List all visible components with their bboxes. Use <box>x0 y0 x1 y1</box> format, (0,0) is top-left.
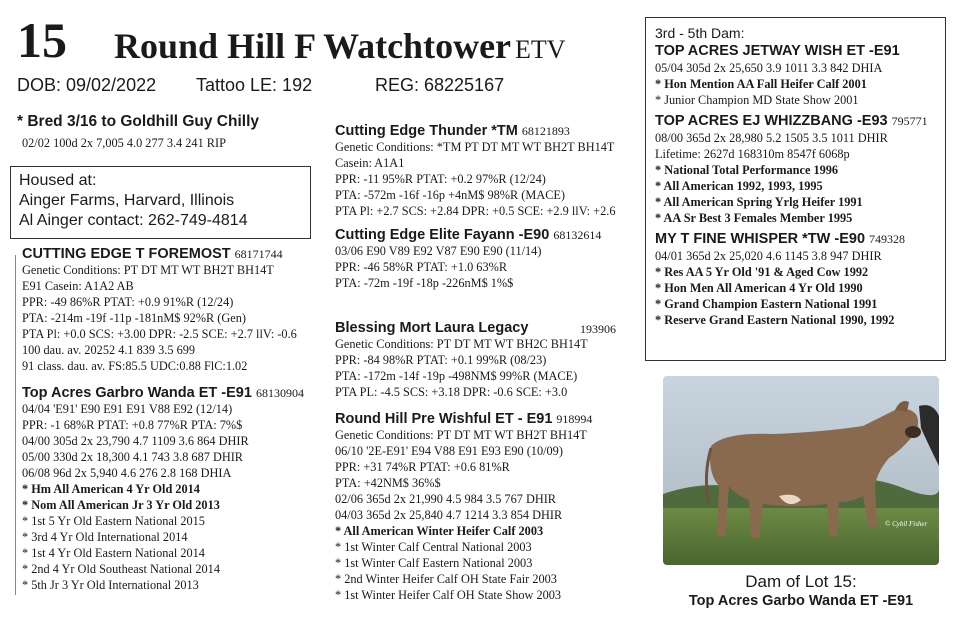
thunder-line: PPR: -11 95%R PTAT: +0.2 97%R (12/24) <box>335 172 546 186</box>
housed-contact: Al Ainger contact: 262-749-4814 <box>19 212 248 229</box>
wishful-award: * 2nd Winter Heifer Calf OH State Fair 2003 <box>335 572 557 586</box>
dam-line: 04/04 'E91' E90 E91 E91 V88 E92 (12/14) <box>22 402 233 416</box>
thunder-line: PTA: -572m -16f -16p +4nM$ 98%R (MACE) <box>335 188 566 202</box>
whizz-award: * National Total Performance 1996 <box>655 163 839 177</box>
sire-block <box>22 246 297 374</box>
dam-award: * 1st 4 Yr Old Eastern National 2014 <box>22 546 205 560</box>
whizz-award: * All American 1992, 1993, 1995 <box>655 179 823 193</box>
wish-award: * Hon Mention AA Fall Heifer Calf 2001 <box>655 77 867 91</box>
pedigree-line <box>15 255 16 595</box>
wishful-award: * 1st Winter Heifer Calf OH State Show 2003 <box>335 588 562 602</box>
wishful-name: Round Hill Pre Wishful ET - E91 918994 <box>335 411 593 427</box>
whizz-line: Lifetime: 2627d 168310m 8547f 6068p <box>655 147 850 161</box>
thunder-line: Casein: A1A1 <box>335 156 405 170</box>
laura-name: Blessing Mort Laura Legacy 193906 <box>335 320 616 336</box>
dam-award: * Hm All American 4 Yr Old 2014 <box>22 482 200 496</box>
dam-award: * 3rd 4 Yr Old International 2014 <box>22 530 188 544</box>
wishful-line: PTA: +42NM$ 36%$ <box>335 476 441 490</box>
dam-award: * 5th Jr 3 Yr Old International 2013 <box>22 578 199 592</box>
whisper-award: * Grand Champion Eastern National 1991 <box>655 297 878 311</box>
whisper-award: * Reserve Grand Eastern National 1990, 1992 <box>655 313 895 327</box>
thunder-name: Cutting Edge Thunder *TM 68121893 <box>335 123 570 139</box>
dam-block <box>22 385 304 593</box>
whisper-name: MY T FINE WHISPER *TW -E90 749328 <box>655 231 906 247</box>
dam-line: 05/00 330d 2x 18,300 4.1 743 3.8 687 DHIR <box>22 450 244 464</box>
sire-line: E91 Casein: A1A2 AB <box>22 279 134 293</box>
dam-name: Top Acres Garbro Wanda ET -E91 68130904 <box>22 385 304 401</box>
dam-line: 06/08 96d 2x 5,940 4.6 276 2.8 168 DHIA <box>22 466 232 480</box>
dams-box-content <box>655 18 928 328</box>
whizz-award: * AA Sr Best 3 Females Member 1995 <box>655 211 853 225</box>
dam-award: * Nom All American Jr 3 Yr Old 2013 <box>22 498 220 512</box>
housed-farm: Ainger Farms, Harvard, Illinois <box>19 192 235 209</box>
wishful-line: 06/10 '2E-E91' E94 V88 E91 E93 E90 (10/09) <box>335 444 563 458</box>
thunder-block <box>335 123 615 219</box>
whizz-name: TOP ACRES EJ WHIZZBANG -E93 795771 <box>655 113 928 129</box>
laura-line: PTA: -172m -14f -19p -498NM$ 99%R (MACE) <box>335 369 578 383</box>
sire-line: PTA: -214m -19f -11p -181nM$ 92%R (Gen) <box>22 311 246 325</box>
wishful-award: * 1st Winter Calf Eastern National 2003 <box>335 556 533 570</box>
whizz-award: * All American Spring Yrlg Heifer 1991 <box>655 195 863 209</box>
tattoo: Tattoo LE: 192 <box>196 75 313 95</box>
sire-line: PPR: -49 86%R PTAT: +0.9 91%R (12/24) <box>22 295 234 309</box>
registration-number: REG: 68225167 <box>375 75 505 95</box>
dams-box-label: 3rd - 5th Dam: <box>655 25 745 41</box>
wishful-line: 04/03 365d 2x 25,840 4.7 1214 3.3 854 DHIR <box>335 508 563 522</box>
wish-award: * Junior Champion MD State Show 2001 <box>655 93 859 107</box>
wish-line: 05/04 305d 2x 25,650 3.9 1011 3.3 842 DHIA <box>655 61 883 75</box>
sire-name: CUTTING EDGE T FOREMOST 68171744 <box>22 246 283 262</box>
fayann-line: 03/06 E90 V89 E92 V87 E90 E90 (11/14) <box>335 244 542 258</box>
housed-box <box>10 166 311 239</box>
sire-line: PTA Pl: +0.0 SCS: +3.00 DPR: -2.5 SCE: +2.7 llV: -0.6 <box>22 327 297 341</box>
wishful-block <box>335 411 592 603</box>
wishful-line: 02/06 365d 2x 21,990 4.5 984 3.5 767 DHIR <box>335 492 557 506</box>
wishful-line: Genetic Conditions: PT DT MT WT BH2T BH14T <box>335 428 587 442</box>
thunder-line: Genetic Conditions: *TM PT DT MT WT BH2T BH14T <box>335 140 615 154</box>
dam-line: PPR: -1 68%R PTAT: +0.8 77%R PTA: 7%$ <box>22 418 243 432</box>
whisper-line: 04/01 365d 2x 25,020 4.6 1145 3.8 947 DHIR <box>655 249 882 263</box>
sire-line: 91 class. dau. av. FS:85.5 UDC:0.88 FlC:1.02 <box>22 359 248 373</box>
laura-line: Genetic Conditions: PT DT MT WT BH2C BH14T <box>335 337 588 351</box>
laura-block <box>335 320 620 400</box>
sire-line: Genetic Conditions: PT DT MT WT BH2T BH14T <box>22 263 274 277</box>
animal-suffix: ETV <box>515 35 566 64</box>
whizz-line: 08/00 365d 2x 28,980 5.2 1505 3.5 1011 DHIR <box>655 131 888 145</box>
bred-heading: * Bred 3/16 to Goldhill Guy Chilly <box>17 113 260 130</box>
fayann-name: Cutting Edge Elite Fayann -E90 68132614 <box>335 227 602 243</box>
photo-caption-line2: Top Acres Garbo Wanda ET -E91 <box>688 593 914 609</box>
bred-line: 02/02 100d 2x 7,005 4.0 277 3.4 241 RIP <box>22 136 226 150</box>
dam-line: 04/00 305d 2x 23,790 4.7 1109 3.6 864 DHIR <box>22 434 249 448</box>
fayann-block <box>335 227 601 291</box>
dam-award: * 1st 5 Yr Old Eastern National 2015 <box>22 514 205 528</box>
lot-number: 15 <box>17 12 67 68</box>
housed-label: Housed at: <box>19 172 97 189</box>
photo-signature: © Cybil Fisher <box>885 520 928 528</box>
whisper-award: * Hon Men All American 4 Yr Old 1990 <box>655 281 863 295</box>
dob: DOB: 09/02/2022 <box>17 75 157 95</box>
laura-line: PTA PL: -4.5 SCS: +3.18 DPR: -0.6 SCE: +3.0 <box>335 385 568 399</box>
cow-photo-svg <box>663 376 939 565</box>
fayann-line: PTA: -72m -19f -18p -226nM$ 1%$ <box>335 276 514 290</box>
photo-caption-line1: Dam of Lot 15: <box>745 572 857 591</box>
wishful-line: PPR: +31 74%R PTAT: +0.6 81%R <box>335 460 510 474</box>
sire-line: 100 dau. av. 20252 4.1 839 3.5 699 <box>22 343 196 357</box>
photo-caption <box>641 571 961 611</box>
thunder-line: PTA Pl: +2.7 SCS: +2.84 DPR: +0.5 SCE: +2.9 llV: +2.6 <box>335 204 616 218</box>
animal-name <box>114 24 566 72</box>
laura-line: PPR: -84 98%R PTAT: +0.1 99%R (08/23) <box>335 353 547 367</box>
whisper-award: * Res AA 5 Yr Old '91 & Aged Cow 1992 <box>655 265 869 279</box>
cow-photo <box>663 376 939 565</box>
animal-name-text: Round Hill F Watchtower <box>114 26 512 66</box>
dams-box <box>645 17 946 361</box>
fayann-line: PPR: -46 58%R PTAT: +1.0 63%R <box>335 260 508 274</box>
wishful-award: * 1st Winter Calf Central National 2003 <box>335 540 532 554</box>
wishful-award: * All American Winter Heifer Calf 2003 <box>335 524 544 538</box>
dam-award: * 2nd 4 Yr Old Southeast National 2014 <box>22 562 220 576</box>
wish-name: TOP ACRES JETWAY WISH ET -E91 <box>655 43 900 59</box>
